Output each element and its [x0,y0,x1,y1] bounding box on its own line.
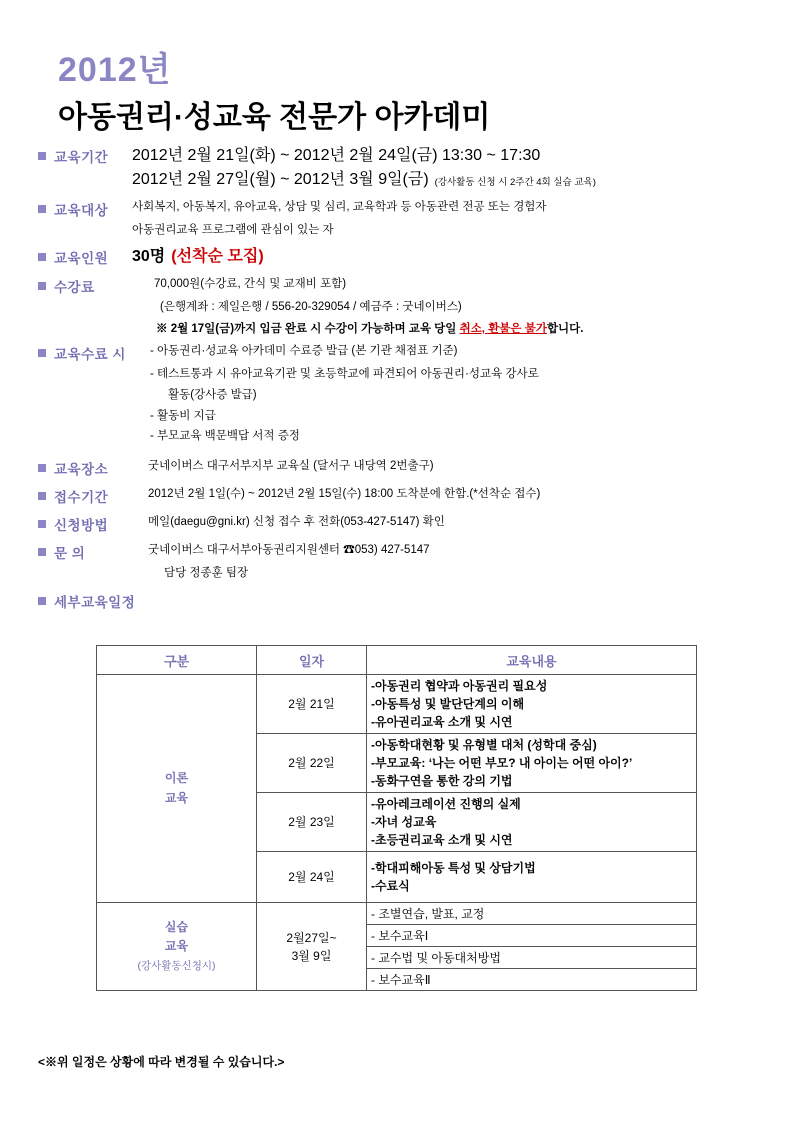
section-capacity-value: 30명 [132,248,166,266]
section-fee [38,276,758,296]
row-content [367,852,697,903]
section-apply-method [38,514,758,534]
section-target-label: 교육대상 [54,202,109,218]
section-completion-line2b: 활동(강사증 발급) [168,388,257,401]
section-completion-row2b [38,387,758,405]
row-date: 2월 24일 [257,852,367,903]
page-title-year: 2012년 [58,51,172,89]
content-item: -동화구연을 통한 강의 기법 [371,774,513,788]
content-item: -초등권리교육 소개 및 시연 [371,833,513,847]
section-completion-line4: - 부모교육 백문백답 서적 증정 [150,430,300,443]
row-content [367,734,697,793]
table-header-division: 구분 [97,646,257,675]
section-completion-line3: - 활동비 지급 [150,409,216,422]
section-completion-row3 [38,408,758,426]
practice-content-item: - 보수교육Ⅰ [367,925,697,947]
content-item: -학대피해아동 특성 및 상담기법 [371,861,536,875]
bullet-icon [38,548,46,556]
section-apply-method-label: 신청방법 [54,518,109,534]
section-capacity-note: (선착순 모집) [171,248,264,266]
category-theory-line2: 교육 [164,790,189,805]
section-apply-period-value: 2012년 2월 1일(수) ~ 2012년 2월 15일(수) 18:00 도착분에 한함.(*선착순 접수) [148,488,541,501]
section-target [38,199,758,219]
section-target-line2-row [38,222,758,240]
section-fee-line2: (은행계좌 : 제일은행 / 556-20-329054 / 예금주 : 굿네이버스) [160,301,462,314]
bullet-icon [38,282,46,290]
content-item: -아동특성 및 발단단계의 이해 [371,697,525,711]
section-completion-line2: - 테스트통과 시 유아교육기관 및 초등학교에 파견되어 아동권리·성교육 강사로 [150,368,539,381]
section-completion-label: 교육수료 시 [54,347,126,363]
section-apply-period [38,486,758,506]
category-practice-note: (강사활동신청시) [137,960,216,973]
content-item: -유아레크레이션 진행의 실제 [371,797,521,811]
section-inquiry-line2: 담당 정종훈 팀장 [164,567,249,580]
content-item: -부모교육: ‘나는 어떤 부모? 내 아이는 어떤 아이?’ [371,756,633,770]
content-item: -아동학대현황 및 유형별 대처 (성학대 중심) [371,738,597,752]
section-inquiry-row2 [38,565,758,583]
section-place-value: 굿네이버스 대구서부지부 교육실 (달서구 내당역 2번출구) [148,460,434,473]
section-period-line2-note: (강사활동 신청 시 2주간 4회 실습 교육) [434,176,596,188]
bullet-icon [38,492,46,500]
section-schedule-title [38,591,758,611]
section-fee-note [156,320,758,336]
section-capacity [38,247,758,268]
category-practice-line1: 실습 [164,919,189,934]
practice-date-line1: 2월27일~ [286,930,337,945]
section-period-line2: 2012년 2월 27일(월) ~ 2012년 3월 9일(금) [132,170,429,188]
content-item: -아동권리 협약과 아동권리 필요성 [371,679,548,693]
section-apply-method-value: 메일(daegu@gni.kr) 신청 접수 후 전화(053-427-5147) 확인 [148,516,445,529]
table-header-content: 교육내용 [367,646,697,675]
section-target-line1: 사회복지, 아동복지, 유아교육, 상담 및 심리, 교육학과 등 아동관련 전공 또는 경험자 [132,200,547,213]
section-period-line2-row [38,170,758,191]
table-row [97,903,697,925]
section-apply-period-label: 접수기간 [54,490,109,506]
row-content [367,675,697,734]
section-inquiry-label: 문 의 [54,546,86,562]
section-fee-note-prefix: ※ 2월 17일(금)까지 입금 완료 시 수강이 가능하며 교육 당일 [156,323,460,336]
table-header-date: 일자 [257,646,367,675]
section-fee-note-highlight: 취소, 환불은 불가 [459,323,547,336]
section-fee-line1: 70,000원(수강료, 간식 및 교재비 포함) [154,278,347,291]
row-content [367,793,697,852]
section-fee-note-suffix: 합니다. [546,323,584,336]
table-header-row [97,646,697,675]
practice-content-item: - 조별연습, 발표, 교정 [367,903,697,925]
section-place-label: 교육장소 [54,462,109,478]
section-inquiry-line1: 굿네이버스 대구서부아동권리지원센터 ☎053) 427-5147 [148,544,430,557]
section-completion-row4 [38,428,758,446]
schedule-table [96,645,697,991]
bullet-icon [38,205,46,213]
document-body [38,146,758,614]
section-capacity-label: 교육인원 [54,251,109,267]
footnote: <※위 일정은 상황에 따라 변경될 수 있습니다.> [38,1055,285,1069]
bullet-icon [38,253,46,261]
section-inquiry [38,542,758,562]
content-item: -유아권리교육 소개 및 시연 [371,715,513,729]
bullet-icon [38,597,46,605]
bullet-icon [38,152,46,160]
content-item: -수료식 [371,879,410,893]
section-fee-line2-row [38,299,758,317]
practice-date [257,903,367,991]
section-completion [38,343,758,363]
page-title-main: 아동권리·성교육 전문가 아카데미 [58,101,491,134]
row-date: 2월 23일 [257,793,367,852]
table-row [97,675,697,734]
section-schedule-title-label: 세부교육일정 [54,595,136,611]
row-date: 2월 21일 [257,675,367,734]
section-place [38,458,758,478]
section-target-line2: 아동권리교육 프로그램에 관심이 있는 자 [132,223,334,236]
section-period-line1: 2012년 2월 21일(화) ~ 2012년 2월 24일(금) 13:30 ~ 17:30 [132,147,541,164]
category-theory [97,675,257,903]
section-period-label: 교육기간 [54,150,109,165]
bullet-icon [38,349,46,357]
category-practice-line2: 교육 [164,939,189,954]
practice-content-item: - 교수법 및 아동대처방법 [367,947,697,969]
practice-date-line2: 3월 9일 [291,948,332,963]
section-fee-label: 수강료 [54,280,95,296]
section-completion-row2 [38,366,758,384]
schedule-table-wrapper [96,645,696,991]
section-period [38,146,758,167]
bullet-icon [38,464,46,472]
category-practice [97,903,257,991]
content-item: -자녀 성교육 [371,815,437,829]
practice-content-item: - 보수교육Ⅱ [367,969,697,991]
bullet-icon [38,520,46,528]
row-date: 2월 22일 [257,734,367,793]
category-theory-line1: 이론 [164,771,189,786]
section-completion-line1: - 아동권리·성교육 아카데미 수료증 발급 (본 기관 채점표 기준) [150,345,458,358]
